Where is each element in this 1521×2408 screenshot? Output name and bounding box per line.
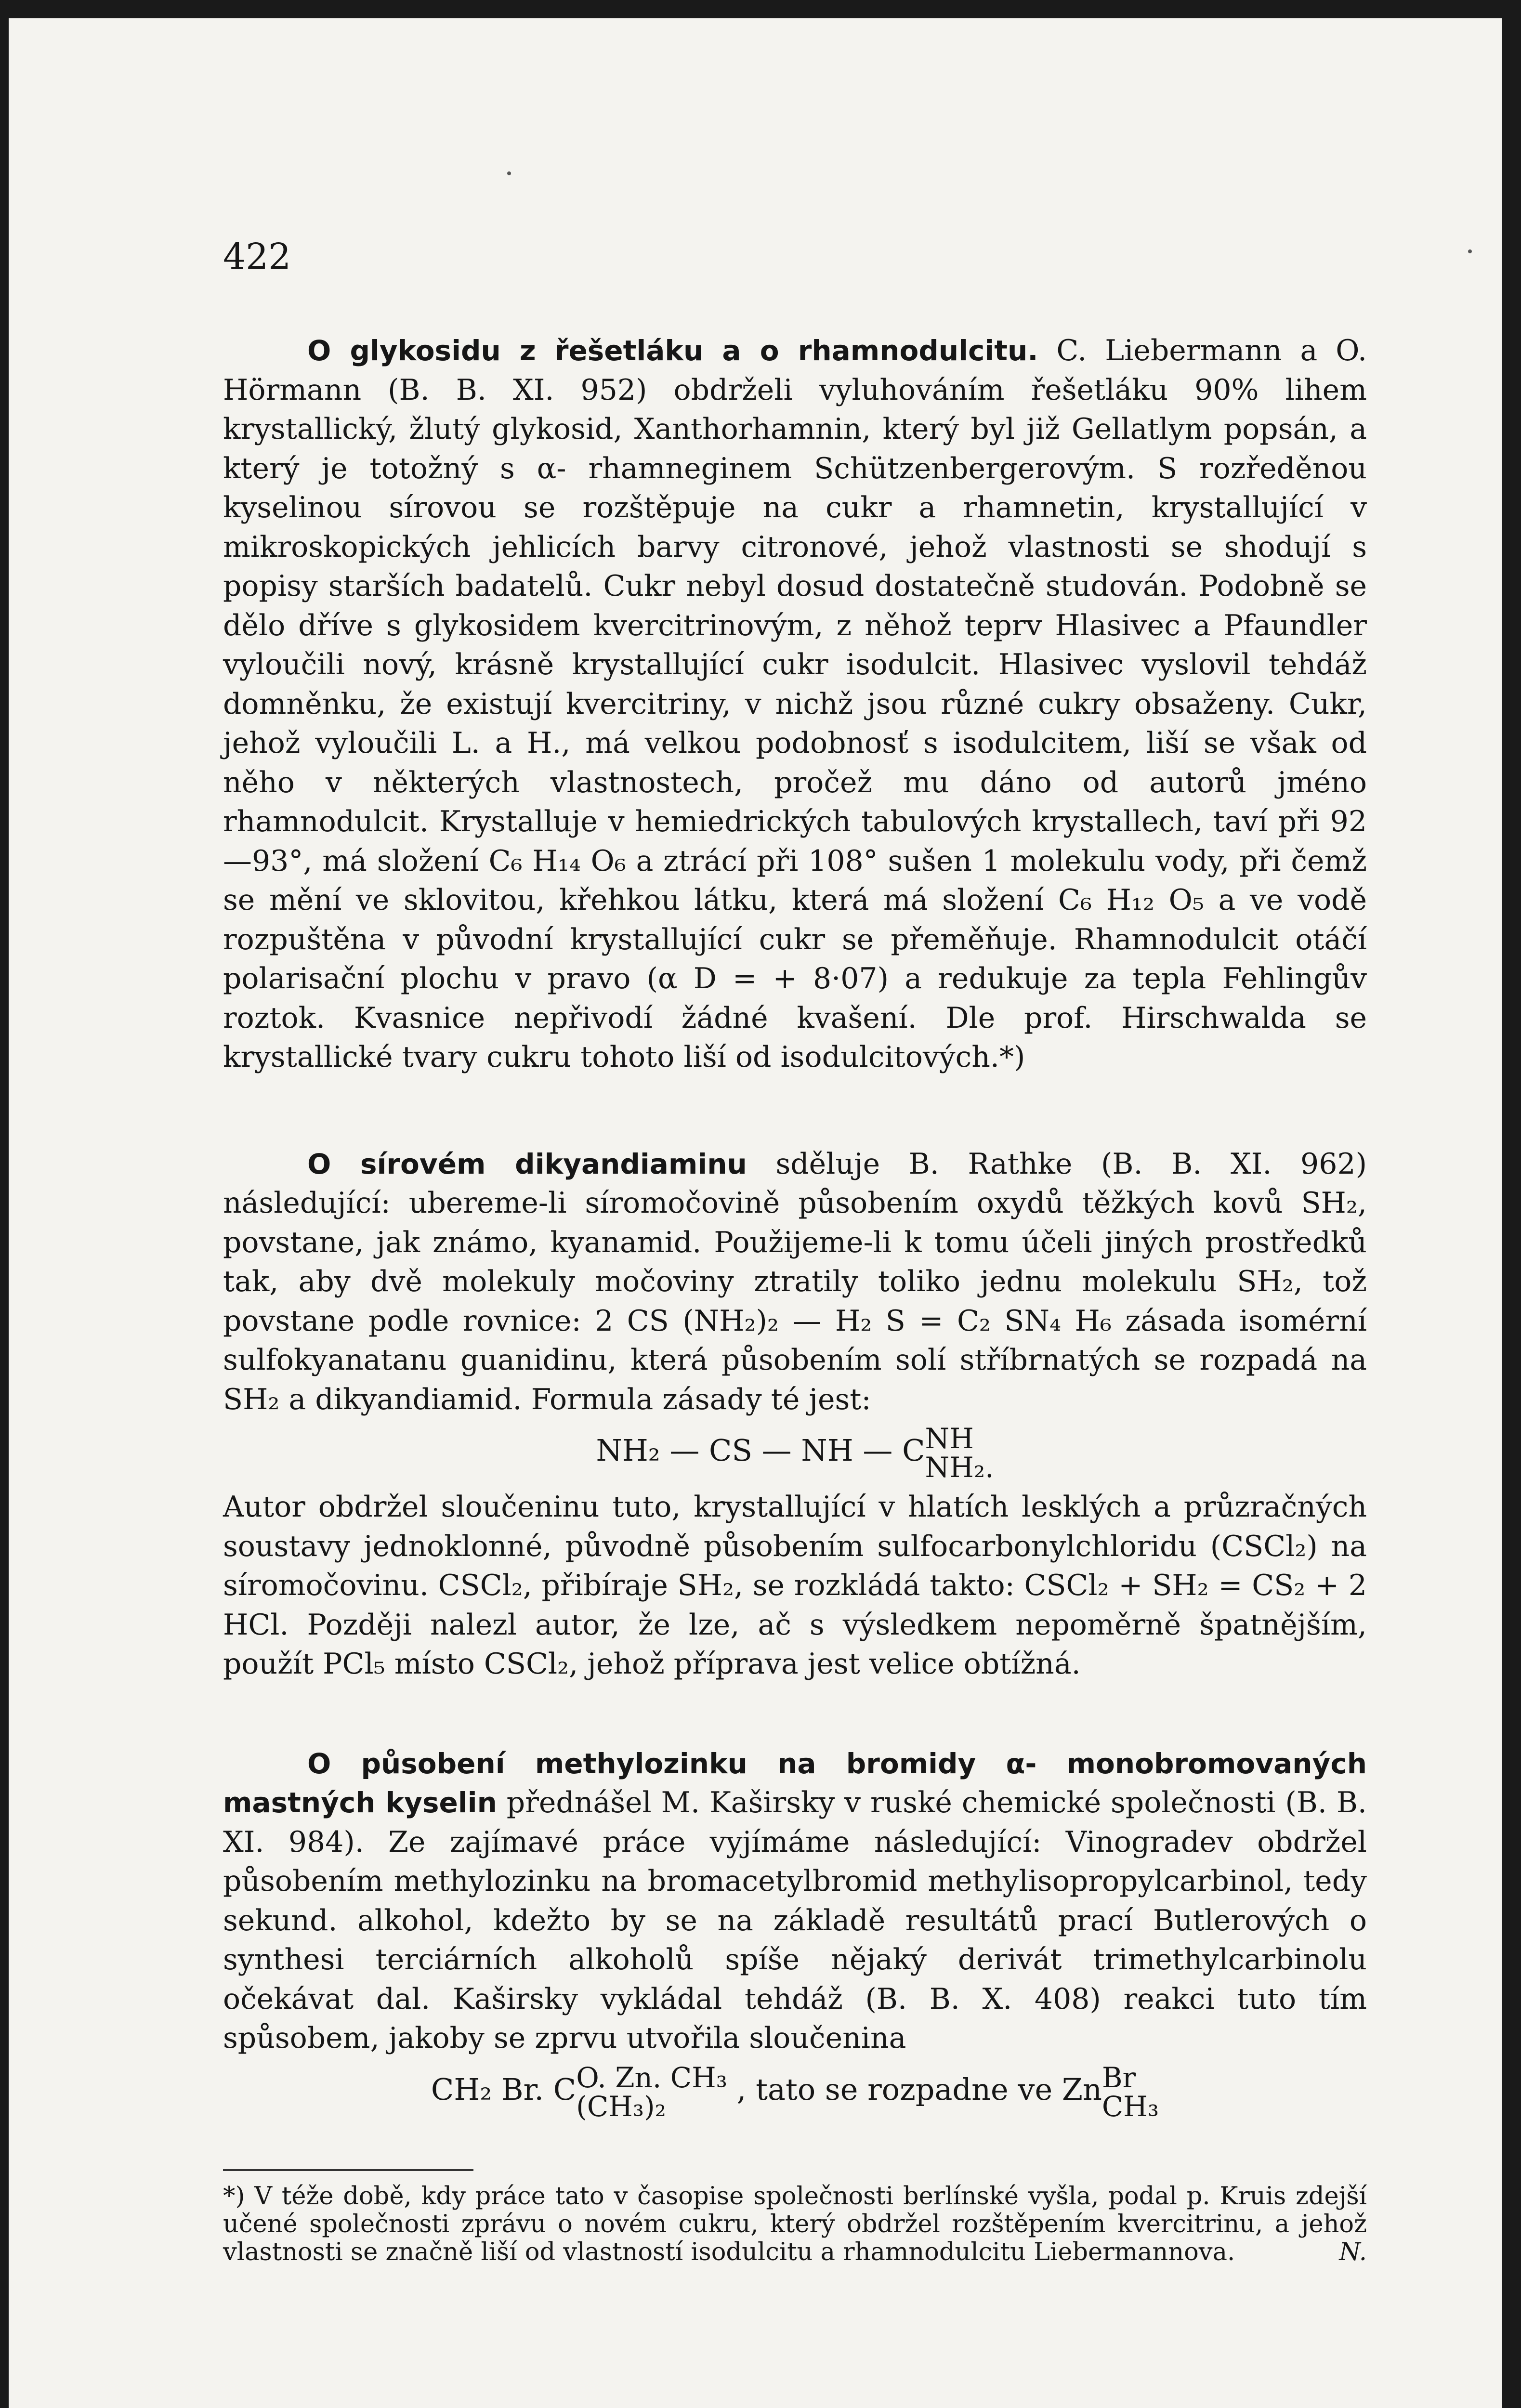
formula-methylozink	[223, 2063, 1367, 2121]
formula-dikyandiamin	[223, 1424, 1367, 1482]
formula-left-bottom: (CH₃)₂	[576, 2090, 666, 2123]
formula-right: Zn	[1062, 2071, 1102, 2107]
section-heading: O působení methylozinku na bromidy α- monobromovaných mastných kyselin	[223, 1747, 1367, 1819]
formula-left: CH₂ Br. C	[431, 2071, 577, 2107]
formula-left-top: O. Zn. CH₃	[576, 2061, 727, 2094]
formula-right-top: Br	[1101, 2061, 1136, 2094]
footnote-signature: N.	[1339, 2238, 1367, 2266]
formula-right-bottom: CH₃	[1101, 2090, 1159, 2123]
section-heading: O glykosidu z řešetláku a o rhamnodulcitu.	[307, 334, 1038, 367]
scan-speck	[1468, 249, 1472, 253]
formula-left-branch	[576, 2063, 727, 2121]
footnote-rule	[223, 2169, 473, 2171]
formula-bottom: NH₂.	[925, 1451, 994, 1484]
formula-top: NH	[925, 1422, 974, 1455]
formula-right-branch	[1102, 2063, 1159, 2121]
section-text: přednášel M. Kaširsky v ruské chemické společnosti (B. B. XI. 984). Ze zajímavé práce vyjímáme následující: Vinogradev obdržel působením methylozinku na bromacetylbromid methylisopropylcarbinol, tedy sekund. alkohol, kdežto by se na základě resultátů prací Butlerových o synthesi terciárních alkoholů spíše nějaký derivát trimethylcarbinolu očekávat dal. Kaširsky vykládal tehdáž (B. B. X. 408) reakci tuto tím spůsobem, jakoby se zprvu utvořila sloučenina	[223, 1786, 1367, 2055]
scan-speck	[507, 171, 511, 175]
section-heading: O sírovém dikyandiaminu	[307, 1147, 747, 1180]
article-body	[223, 331, 1367, 2266]
page	[9, 18, 1502, 2408]
section-text-continued: Autor obdržel sloučeninu tuto, krystallující v hlatích lesklých a průzračných soustavy jednoklonné, původně působením sulfocarbonylchloridu (CSCl₂) na síromočovinu. CSCl₂, přibíraje SH₂, se rozkládá takto: CSCl₂ + SH₂ = CS₂ + 2 HCl. Později nalezl autor, že lze, ač s výsledkem nepoměrně špatnějším, použít PCl₅ místo CSCl₂, jehož příprava jest velice obtížná.	[223, 1490, 1367, 1681]
section-text: C. Liebermann a O. Hörmann (B. B. XI. 952) obdrželi vyluhováním řešetláku 90% lihem krystallický, žlutý glykosid, Xanthorhamnin, který byl již Gellatlym popsán, a který je totožný s α- rhamneginem Schützenbergerovým. S rozředěnou kyselinou sírovou se rozštěpuje na cukr a rhamnetin, krystallující v mikroskopických jehlicích barvy citronové, jehož vlastnosti se shodují s popisy starších badatelů. Cukr nebyl dosud dostatečně studován. Podobně se dělo dříve s glykosidem kvercitrinovým, z něhož teprv Hlasivec a Pfaundler vyloučili nový, krásně krystallující cukr isodulcit. Hlasivec vyslovil tehdáž domněnku, že existují kvercitriny, v nichž jsou různé cukry obsaženy. Cukr, jehož vyloučili L. a H., má velkou podobnosť s isodulcitem, liší se však od něho v některých vlastnostech, pročež mu dáno od autorů jméno rhamnodulcit. Krystalluje v hemiedrických tabulových krystallech, taví při 92—93°, má složení C₆ H₁₄ O₆ a ztrácí při 108° sušen 1 molekulu vody, při čemž se mění ve sklovitou, křehkou látku, která má složení C₆ H₁₂ O₅ a ve vodě rozpuštěna v původní krystallující cukr se přeměňuje. Rhamnodulcit otáčí polarisační plochu v pravo (α D = + 8·07) a redukuje za tepla Fehlingův roztok. Kvasnice nepřivodí žádné kvašení. Dle prof. Hirschwalda se krystallické tvary cukru tohoto liší od isodulcitových.*)	[223, 334, 1367, 1074]
formula-branch	[925, 1424, 994, 1482]
section-dikyandiamin	[223, 1145, 1367, 1420]
section-methylozink	[223, 1744, 1367, 2058]
formula-mid: , tato se rozpadne ve	[736, 2071, 1053, 2107]
footnote	[223, 2183, 1367, 2266]
footnote-text: *) V téže době, kdy práce tato v časopise společnosti berlínské vyšla, podal p. Kruis zdejší učené společnosti zprávu o novém cukru, který obdržel rozštěpením kvercitrinu, a jehož vlastnosti se značně liší od vlastností isodulcitu a rhamnodulcitu Liebermannova.	[223, 2182, 1367, 2266]
formula-main: NH₂ — CS — NH — C	[596, 1433, 925, 1468]
section-text: sděluje B. Rathke (B. B. XI. 962) následující: ubereme-li síromočovině působením oxydů těžkých kovů SH₂, povstane, jak známo, kyanamid. Použijeme-li k tomu účeli jiných prostředků tak, aby dvě molekuly močoviny ztratily toliko jednu molekulu SH₂, tož povstane podle rovnice: 2 CS (NH₂)₂ — H₂ S = C₂ SN₄ H₆ zásada isomérní sulfokyanatanu guanidinu, která působením solí stříbrnatých se rozpadá na SH₂ a dikyandiamid. Formula zásady té jest:	[223, 1147, 1367, 1416]
page-number: 422	[223, 236, 291, 277]
section-glykosid	[223, 331, 1367, 1077]
